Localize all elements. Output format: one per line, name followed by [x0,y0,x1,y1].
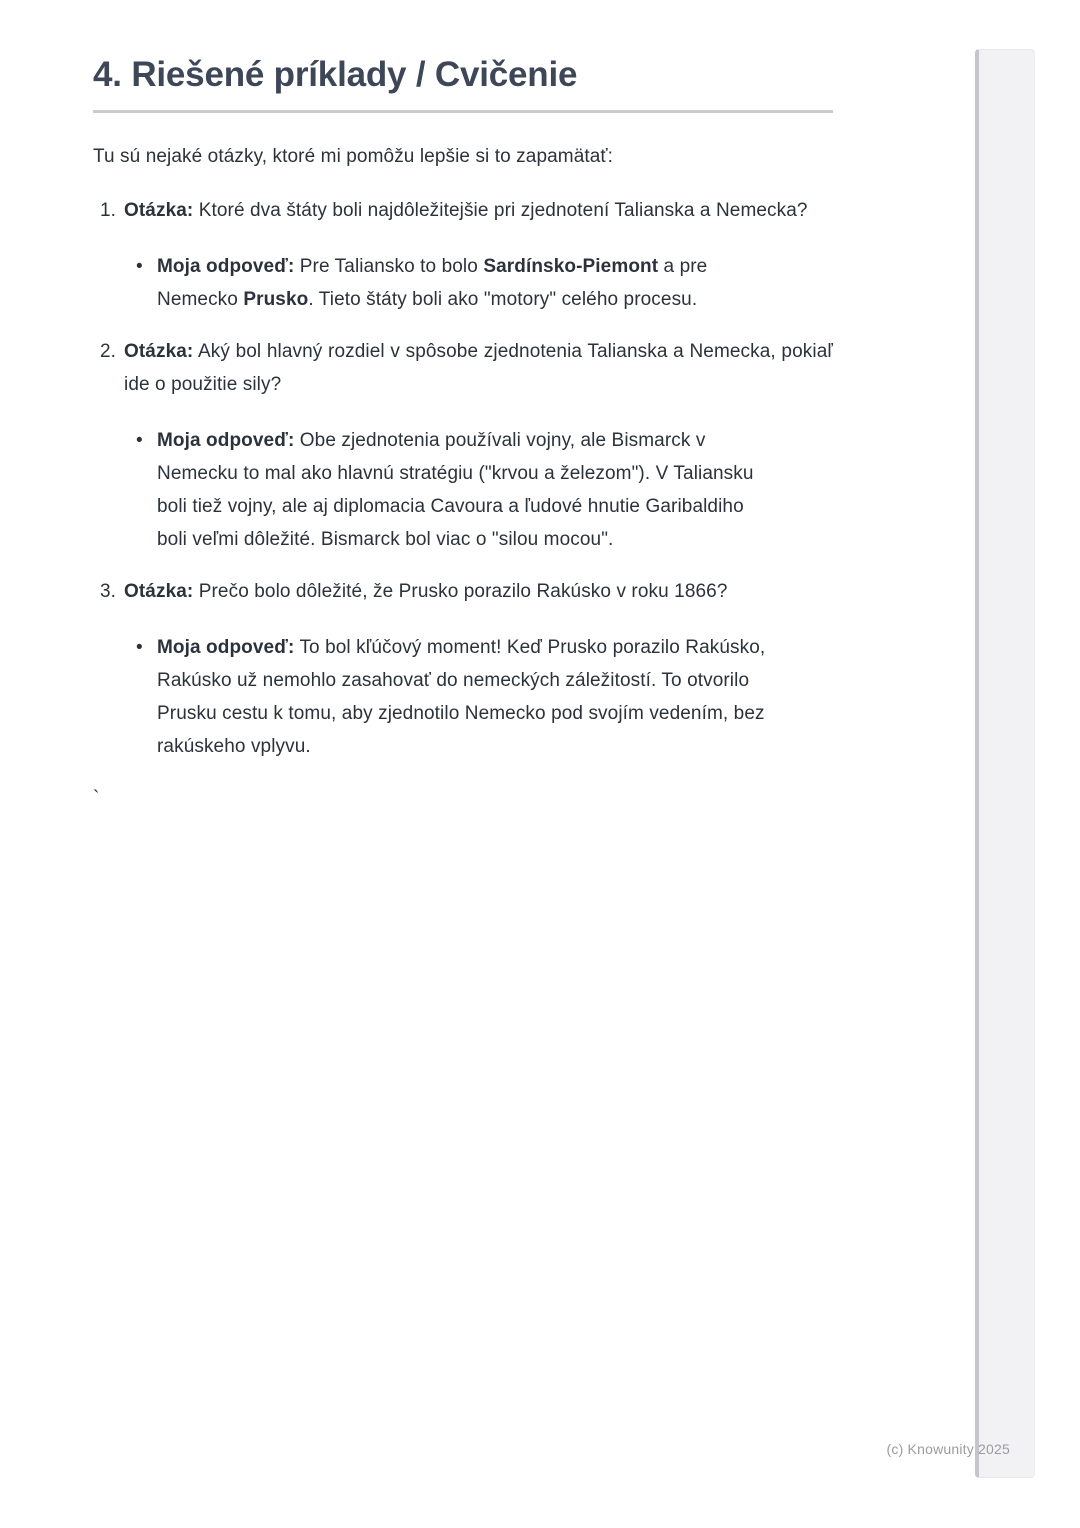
question-text: Otázka: Ktoré dva štáty boli najdôležitejšie pri zjednotení Talianska a Nemecka? [124,200,808,221]
answer-list [124,424,833,556]
question-text: Otázka: Prečo bolo dôležité, že Prusko porazilo Rakúsko v roku 1866? [124,581,728,602]
bullet-icon: • [136,637,143,658]
bullet-icon: • [136,430,143,451]
question-number: 1. [100,200,116,221]
question-item [93,335,833,556]
question-text: Otázka: Aký bol hlavný rozdiel v spôsobe zjednotenia Talianska a Nemecka, pokiaľ ide o použitie sily? [124,341,833,395]
answer-list [124,250,833,316]
copyright-watermark: (c) Knowunity 2025 [886,1441,1010,1457]
question-list [93,194,833,763]
answer-item [136,424,833,556]
question-item [93,194,833,316]
answer-text: Moja odpoveď: Obe zjednotenia používali vojny, ale Bismarck v Nemecku to mal ako hlavnú stratégiu ("krvou a železom"). V Taliansku boli tiež vojny, ale aj diplomacia Cavoura a ľudové hnutie Garibaldiho boli veľmi dôležité. Bismarck bol viac o "silou mocou". [157,430,754,550]
question-body [124,194,833,316]
question-number: 3. [100,581,116,602]
answer-text: Moja odpoveď: Pre Taliansko to bolo Sardínsko-Piemont a pre Nemecko Prusko. Tieto štáty boli ako "motory" celého procesu. [157,256,708,310]
answer-list [124,631,833,763]
answer-item [136,250,833,316]
question-body [124,335,833,556]
answer-text: Moja odpoveď: To bol kľúčový moment! Keď Prusko porazilo Rakúsko, Rakúsko už nemohlo zasahovať do nemeckých záležitostí. To otvorilo Prusku cestu k tomu, aby zjednotilo Nemecko pod svojím vedením, bez rakúskeho vplyvu. [157,637,766,757]
question-body [124,575,833,763]
bullet-icon: • [136,256,143,277]
scrollbar-thumb[interactable] [975,49,1035,1478]
title-divider [93,110,833,113]
answer-item [136,631,833,763]
page-title: 4. Riešené príklady / Cvičenie [93,55,578,94]
intro-text: Tu sú nejaké otázky, ktoré mi pomôžu lepšie si to zapamätať: [93,146,614,167]
document-page [93,55,833,815]
stray-backtick: ` [93,788,100,809]
question-number: 2. [100,341,116,362]
question-item [93,575,833,763]
